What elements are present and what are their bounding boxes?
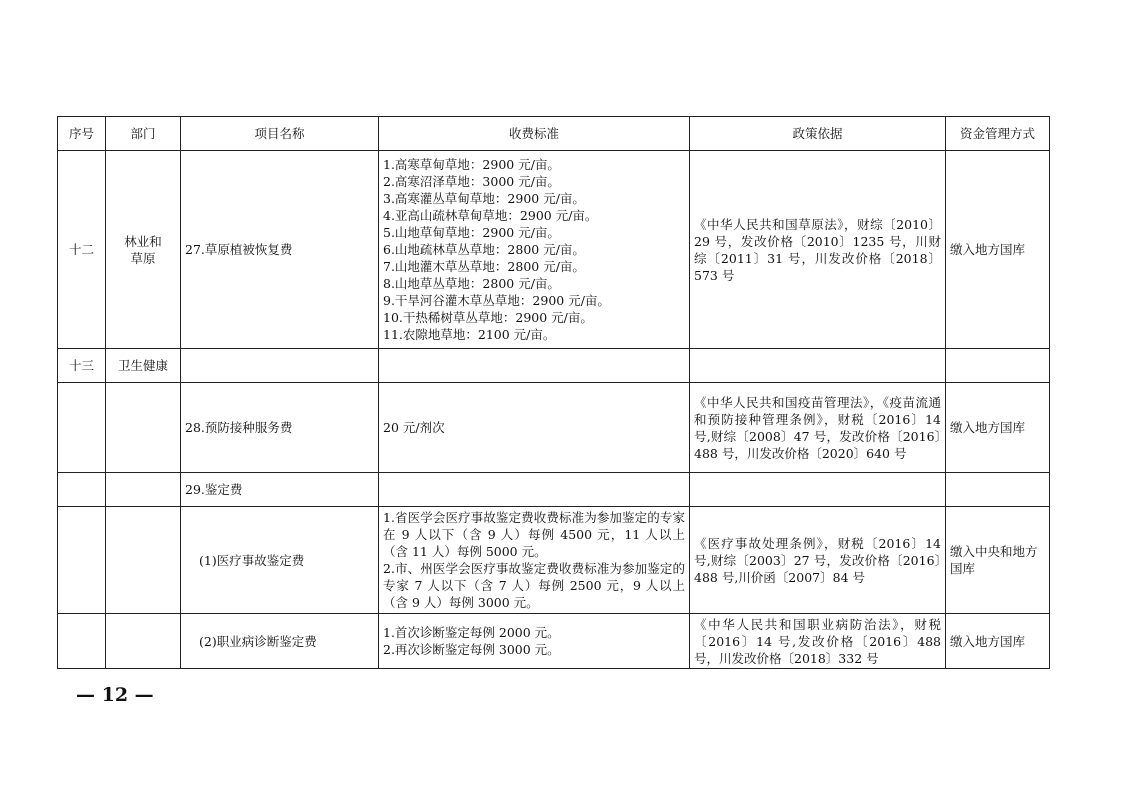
header-standard: 收费标准 — [379, 117, 690, 151]
cell-basis — [690, 349, 946, 383]
table-row — [58, 614, 1050, 669]
cell-basis — [690, 473, 946, 507]
cell-fund — [946, 349, 1050, 383]
cell-fund: 缴入地方国库 — [946, 383, 1050, 473]
cell-standard: 20 元/剂次 — [379, 383, 690, 473]
cell-seq: 十三 — [58, 349, 106, 383]
cell-seq — [58, 473, 106, 507]
cell-item: 29.鉴定费 — [181, 473, 379, 507]
cell-fund: 缴入中央和地方国库 — [946, 507, 1050, 614]
cell-standard: 1.首次诊断鉴定每例 2000 元。 2.再次诊断鉴定每例 3000 元。 — [379, 614, 690, 669]
header-seq: 序号 — [58, 117, 106, 151]
cell-fund — [946, 473, 1050, 507]
cell-item: (2)职业病诊断鉴定费 — [181, 614, 379, 669]
cell-item: (1)医疗事故鉴定费 — [181, 507, 379, 614]
page-number: — 12 — — [76, 684, 154, 706]
cell-standard: 1.省医学会医疗事故鉴定费收费标准为参加鉴定的专家在 9 人以下（含 9 人）每例 4500 元，11 人以上（含 11 人）每例 5000 元。 2.市、州医学会医疗事故鉴定费收费标准为参加鉴定的专家 7 人以下（含 7 人）每例 2500 元，9 人以上（含 9 人）每例 3000 元。 — [379, 507, 690, 614]
fee-table — [57, 116, 1050, 669]
cell-dept — [106, 383, 181, 473]
cell-basis: 《中华人民共和国职业病防治法》，财税〔2016〕14 号,发改价格〔2016〕488 号，川发改价格〔2018〕332 号 — [690, 614, 946, 669]
cell-fund: 缴入地方国库 — [946, 151, 1050, 349]
cell-item: 28.预防接种服务费 — [181, 383, 379, 473]
cell-dept — [106, 473, 181, 507]
cell-dept: 卫生健康 — [106, 349, 181, 383]
header-row — [58, 117, 1050, 151]
cell-item: 27.草原植被恢复费 — [181, 151, 379, 349]
header-dept: 部门 — [106, 117, 181, 151]
cell-standard — [379, 349, 690, 383]
cell-dept: 林业和 草原 — [106, 151, 181, 349]
cell-seq — [58, 614, 106, 669]
cell-item — [181, 349, 379, 383]
table-row — [58, 349, 1050, 383]
cell-standard — [379, 473, 690, 507]
table-row — [58, 383, 1050, 473]
cell-dept — [106, 614, 181, 669]
header-basis: 政策依据 — [690, 117, 946, 151]
cell-seq: 十二 — [58, 151, 106, 349]
table-row — [58, 473, 1050, 507]
header-fund: 资金管理方式 — [946, 117, 1050, 151]
cell-standard: 1.高寒草甸草地：2900 元/亩。 2.高寒沼泽草地：3000 元/亩。 3.高寒灌丛草甸草地：2900 元/亩。 4.亚高山疏林草甸草地：2900 元/亩。 5.山地草甸草地：2900 元/亩。 6.山地疏林草丛草地：2800 元/亩。 7.山地灌木草丛草地：2800 元/亩。 8.山地草丛草地：2800 元/亩。 9.干旱河谷灌木草丛草地：2900 元/亩。 10.干热稀树草丛草地：2900 元/亩。 11.农隙地草地：2100 元/亩。 — [379, 151, 690, 349]
cell-seq — [58, 507, 106, 614]
table-row — [58, 507, 1050, 614]
table-row — [58, 151, 1050, 349]
cell-seq — [58, 383, 106, 473]
cell-basis: 《医疗事故处理条例》，财税〔2016〕14 号,财综〔2003〕27 号，发改价格〔2016〕488 号,川价函〔2007〕84 号 — [690, 507, 946, 614]
cell-fund: 缴入地方国库 — [946, 614, 1050, 669]
header-item: 项目名称 — [181, 117, 379, 151]
cell-dept — [106, 507, 181, 614]
cell-basis: 《中华人民共和国草原法》，财综〔2010〕29 号，发改价格〔2010〕1235 号，川财综〔2011〕31 号，川发改价格〔2018〕573 号 — [690, 151, 946, 349]
cell-basis: 《中华人民共和国疫苗管理法》，《疫苗流通和预防接种管理条例》，财税〔2016〕14 号,财综〔2008〕47 号，发改价格〔2016〕488 号，川发改价格〔2020〕640 号 — [690, 383, 946, 473]
